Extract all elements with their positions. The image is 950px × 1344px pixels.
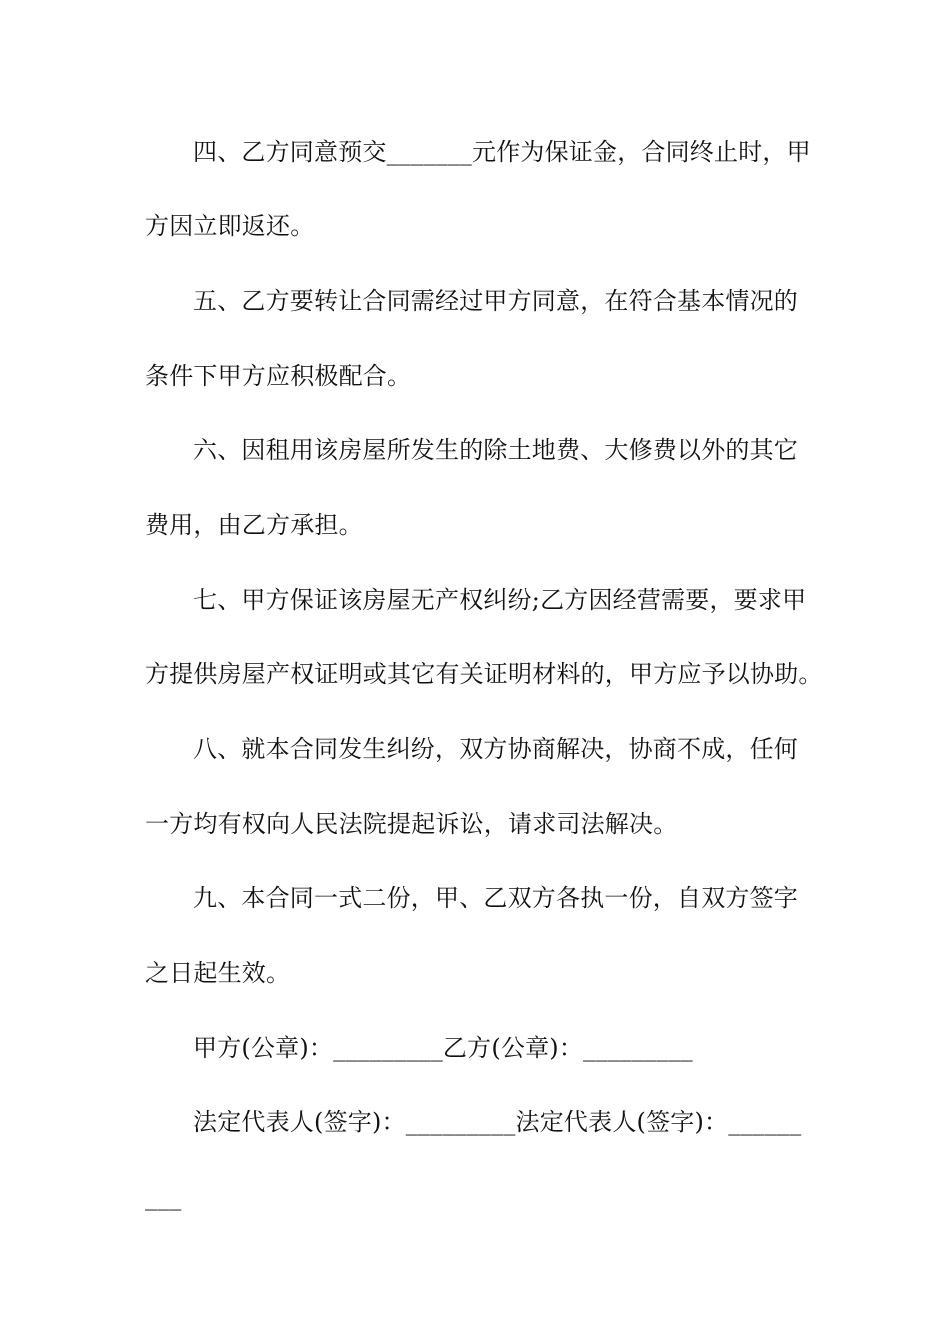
clause-6-line-1: 六、因租用该房屋所发生的除土地费、大修费以外的其它 — [193, 436, 798, 464]
clause-4-line-2: 方因立即返还。 — [145, 212, 315, 240]
party-seal-line: 甲方(公章)：_________乙方(公章)：_________ — [193, 1034, 693, 1062]
clause-9-line-2: 之日起生效。 — [145, 959, 291, 987]
clause-5-line-1: 五、乙方要转让合同需经过甲方同意，在符合基本情况的 — [193, 287, 798, 315]
clause-7-line-2: 方提供房屋产权证明或其它有关证明材料的，甲方应予以协助。 — [145, 660, 823, 688]
clause-6-line-2: 费用，由乙方承担。 — [145, 511, 363, 539]
clause-4-line-1: 四、乙方同意预交_______元作为保证金，合同终止时，甲 — [193, 138, 811, 166]
clause-8-line-2: 一方均有权向人民法院提起诉讼，请求司法解决。 — [145, 810, 678, 838]
clause-9-line-1: 九、本合同一式二份，甲、乙双方各执一份，自双方签字 — [193, 884, 798, 912]
representative-signature-line: 法定代表人(签字)：_________法定代表人(签字)：______ — [193, 1108, 802, 1136]
clause-5-line-2: 条件下甲方应积极配合。 — [145, 362, 412, 390]
signature-line-continuation: ___ — [145, 1183, 182, 1211]
clause-8-line-1: 八、就本合同发生纠纷，双方协商解决，协商不成，任何 — [193, 735, 798, 763]
clause-7-line-1: 七、甲方保证该房屋无产权纠纷;乙方因经营需要，要求甲 — [193, 586, 807, 614]
